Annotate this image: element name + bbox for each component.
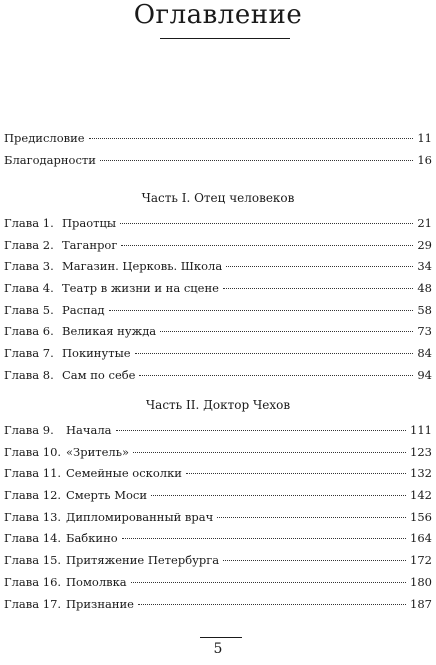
entry-title: Театр в жизни и на сцене [62,281,219,296]
entry-title: Таганрог [62,237,118,252]
dot-leader [186,473,406,474]
entry-title: Помолвка [66,574,127,589]
toc-entry[interactable] [4,445,432,467]
part-2-section [4,393,432,618]
front-matter-list [4,131,432,174]
toc-entry[interactable] [4,597,432,619]
entry-page: 111 [410,423,432,437]
entry-title: Магазин. Церковь. Школа [62,259,223,274]
toc-entry[interactable] [4,423,432,445]
dot-leader [223,288,413,289]
entry-page: 11 [417,131,432,145]
entry-page: 84 [417,346,432,361]
footer-rule [200,637,242,638]
entry-page: 73 [417,324,432,339]
entry-title: Начала [66,423,112,437]
dot-leader [226,266,413,267]
chapter-label: Глава 6. [4,324,54,339]
dot-leader [135,353,414,354]
dot-leader [109,310,414,311]
chapter-label: Глава 10. [4,444,62,459]
chapter-label: Глава 7. [4,346,54,361]
entry-page: 187 [410,596,432,611]
chapter-label: Глава 11. [4,466,62,481]
toc-entry[interactable] [4,510,432,532]
entry-title: «Зритель» [66,444,129,459]
entry-title: Семейные осколки [66,466,182,481]
entry-title: Покинутые [62,346,131,361]
toc-entry[interactable] [4,238,432,260]
dot-leader [138,604,406,605]
part-heading: Часть I. Отец человеков [141,191,295,205]
entry-page: 94 [417,367,432,382]
chapter-label: Глава 8. [4,367,54,382]
entry-title: Признание [66,596,134,611]
chapter-label: Глава 13. [4,509,62,524]
toc-entry[interactable] [4,368,432,390]
dot-leader [121,245,413,246]
chapter-label: Глава 2. [4,237,54,252]
entry-page: 142 [410,488,432,503]
dot-leader [139,375,413,376]
chapter-label: Глава 5. [4,302,54,317]
page-number: 5 [213,641,223,657]
entry-page: 123 [410,444,432,459]
page-title: Оглавление [133,0,303,30]
part-heading: Часть II. Доктор Чехов [145,398,291,412]
chapter-label: Глава 3. [4,259,54,274]
dot-leader [217,517,406,518]
entry-title: Благодарности [4,152,96,167]
entry-page: 21 [417,216,432,230]
entry-title: Сам по себе [62,367,136,382]
toc-entry[interactable] [4,216,432,238]
entry-page: 132 [410,466,432,481]
toc-entry[interactable] [4,153,432,175]
entry-title: Бабкино [66,531,118,546]
entry-title: Распад [62,302,105,317]
entry-page: 29 [417,237,432,252]
entry-page: 180 [410,574,432,589]
chapter-label: Глава 16. [4,574,62,589]
toc-entry[interactable] [4,575,432,597]
entry-title: Дипломированный врач [66,509,214,524]
toc-entry[interactable] [4,553,432,575]
chapter-label: Глава 9. [4,423,54,437]
toc-entry[interactable] [4,131,432,153]
dot-leader [223,560,406,561]
entry-page: 172 [410,553,432,568]
dot-leader [131,582,406,583]
dot-leader [122,538,406,539]
dot-leader [120,223,413,224]
entry-title: Праотцы [62,216,117,230]
dot-leader [100,160,413,161]
toc-entry[interactable] [4,346,432,368]
entry-page: 164 [410,531,432,546]
entry-title: Предисловие [4,131,85,145]
entry-page: 34 [417,259,432,274]
chapter-label: Глава 15. [4,553,62,568]
toc-entry[interactable] [4,466,432,488]
entry-title: Смерть Моси [66,488,147,503]
entry-title: Великая нужда [62,324,157,339]
dot-leader [116,430,407,431]
entry-title: Притяжение Петербурга [66,553,220,568]
toc-entry[interactable] [4,488,432,510]
dot-leader [89,138,414,139]
chapter-label: Глава 1. [4,216,54,230]
toc-entry[interactable] [4,259,432,281]
chapter-label: Глава 4. [4,281,54,296]
title-rule [160,38,290,39]
entry-page: 16 [417,152,432,167]
chapter-label: Глава 14. [4,531,62,546]
chapter-label: Глава 17. [4,596,62,611]
part-1-section [4,186,432,390]
chapter-label: Глава 12. [4,488,62,503]
toc-entry[interactable] [4,303,432,325]
dot-leader [151,495,406,496]
entry-page: 58 [417,302,432,317]
toc-entry[interactable] [4,324,432,346]
entry-page: 48 [417,281,432,296]
toc-entry[interactable] [4,531,432,553]
dot-leader [160,331,413,332]
entry-page: 156 [410,509,432,524]
toc-entry[interactable] [4,281,432,303]
dot-leader [133,452,406,453]
